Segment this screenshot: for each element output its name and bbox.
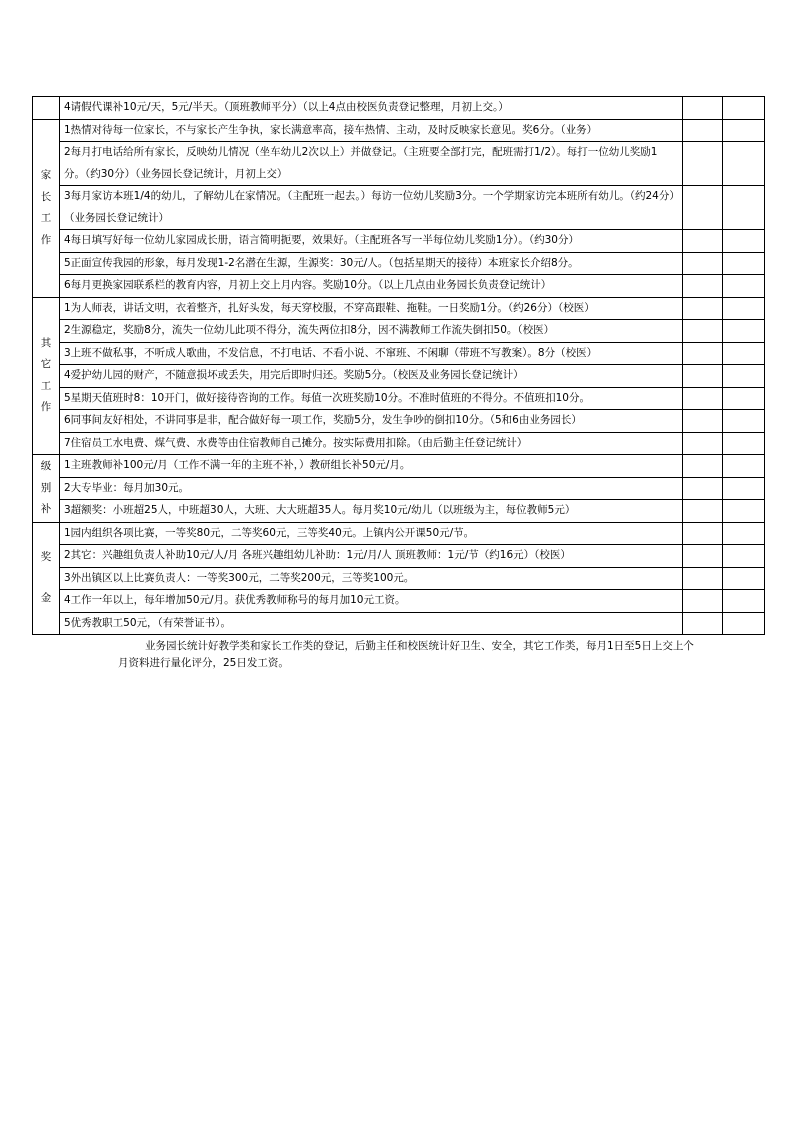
rule-text-cell: 4爱护幼儿园的财产，不随意损坏或丢失，用完后即时归还。奖励5分。（校医及业务园长登记统计） [60, 365, 683, 388]
table-row [33, 545, 765, 568]
category-char: 长 [40, 190, 52, 203]
rule-text-cell: 1热情对待每一位家长，不与家长产生争执，家长满意率高，接车热情、主动，及时反映家长意见。奖6分。（业务） [60, 119, 683, 142]
remark-cell [723, 275, 765, 298]
remark-cell [723, 97, 765, 120]
rule-text-cell: 1为人师表，讲话文明，衣着整齐，扎好头发，每天穿校服，不穿高跟鞋、拖鞋。一日奖励1分。（约26分）（校医） [60, 297, 683, 320]
category-cell [33, 297, 60, 455]
score-cell [683, 612, 723, 635]
remark-cell [723, 252, 765, 275]
remark-cell [723, 387, 765, 410]
rule-text-cell: 4请假代课补10元/天，5元/半天。（顶班教师平分）（以上4点由校医负责登记整理，月初上交。） [60, 97, 683, 120]
rule-text-cell: 7住宿员工水电费、煤气费、水费等由住宿教师自己摊分。按实际费用扣除。（由后勤主任登记统计） [60, 432, 683, 455]
category-char: 级 [40, 460, 52, 472]
rule-text-cell: 5星期天值班时8：10开门，做好接待咨询的工作。每值一次班奖励10分。不准时值班的不得分。不值班扣10分。 [60, 387, 683, 410]
category-cell [33, 97, 60, 120]
rule-text-cell: 3上班不做私事，不听成人歌曲，不发信息，不打电话、不看小说、不窜班、不闲聊（带班不写教案）。8分（校医） [60, 342, 683, 365]
rule-text-cell: 5优秀教职工50元，（有荣誉证书）。 [60, 612, 683, 635]
rules-table-body [33, 97, 765, 635]
remark-cell [723, 432, 765, 455]
score-cell [683, 119, 723, 142]
rule-text-cell: 2生源稳定，奖励8分，流失一位幼儿此项不得分，流失两位扣8分，因不满教师工作流失倒扣50。（校医） [60, 320, 683, 343]
rule-text-cell: 4工作一年以上，每年增加50元/月。获优秀教师称号的每月加10元工资。 [60, 590, 683, 613]
remark-cell [723, 230, 765, 253]
score-cell [683, 252, 723, 275]
table-row [33, 500, 765, 523]
score-cell [683, 297, 723, 320]
remark-cell [723, 119, 765, 142]
remark-cell [723, 590, 765, 613]
table-row [33, 252, 765, 275]
score-cell [683, 410, 723, 433]
category-char: 作 [40, 401, 52, 414]
category-char: 工 [40, 212, 52, 224]
table-row [33, 387, 765, 410]
score-cell [683, 522, 723, 545]
score-cell [683, 97, 723, 120]
score-cell [683, 477, 723, 500]
table-row [33, 342, 765, 365]
table-row [33, 186, 765, 230]
footer-note: 业务园长统计好教学类和家长工作类的登记，后勤主任和校医统计好卫生、安全，其它工作类，每月1日至5日上交上个月资料进行量化评分，25日发工资。 [118, 640, 694, 669]
remark-cell [723, 612, 765, 635]
category-char [37, 568, 55, 588]
score-cell [683, 500, 723, 523]
rule-text-cell: 6每月更换家园联系栏的教育内容，月初上交上月内容。奖励10分。（以上几点由业务园长负责登记统计） [60, 275, 683, 298]
table-row [33, 297, 765, 320]
score-cell [683, 455, 723, 478]
category-char: 金 [40, 592, 52, 605]
rule-text-cell: 3外出镇区以上比赛负责人：一等奖300元，二等奖200元，三等奖100元。 [60, 567, 683, 590]
category-char: 补 [40, 503, 52, 515]
rule-text-cell: 2其它：兴趣组负责人补助10元/人/月 各班兴趣组幼儿补助：1元/月/人 顶班教师：1元/节（约16元）（校医） [60, 545, 683, 568]
remark-cell [723, 522, 765, 545]
category-char: 家 [40, 169, 52, 181]
category-char: 作 [40, 233, 52, 246]
rule-text-cell: 3每月家访本班1/4的幼儿，了解幼儿在家情况。（主配班一起去。）每访一位幼儿奖励3分。一个学期家访完本班所有幼儿。（约24分）（业务园长登记统计） [60, 186, 683, 230]
table-row [33, 590, 765, 613]
score-cell [683, 365, 723, 388]
rule-text-cell: 5正面宣传我园的形象，每月发现1-2名潜在生源，生源奖：30元/人。（包括星期天的接待）本班家长介绍8分。 [60, 252, 683, 275]
remark-cell [723, 545, 765, 568]
category-char: 它 [40, 358, 52, 371]
remark-cell [723, 477, 765, 500]
table-row [33, 567, 765, 590]
table-row [33, 230, 765, 253]
table-row [33, 142, 765, 186]
table-row [33, 477, 765, 500]
remark-cell [723, 297, 765, 320]
category-char: 奖 [40, 550, 52, 563]
score-cell [683, 230, 723, 253]
category-char: 别 [40, 481, 52, 494]
remark-cell [723, 186, 765, 230]
remark-cell [723, 567, 765, 590]
table-row [33, 320, 765, 343]
remark-cell [723, 455, 765, 478]
remark-cell [723, 410, 765, 433]
rule-text-cell: 6同事间友好相处，不讲同事是非，配合做好每一项工作，奖励5分，发生争吵的倒扣10分。（5和6由业务园长） [60, 410, 683, 433]
score-cell [683, 186, 723, 230]
category-cell [33, 522, 60, 635]
category-cell [33, 455, 60, 523]
remark-cell [723, 365, 765, 388]
rule-text-cell: 3超额奖：小班超25人，中班超30人，大班、大大班超35人。每月奖10元/幼儿（以班级为主，每位教师5元） [60, 500, 683, 523]
table-row [33, 455, 765, 478]
table-row [33, 432, 765, 455]
score-cell [683, 432, 723, 455]
category-char: 其 [40, 336, 52, 349]
remark-cell [723, 342, 765, 365]
rule-text-cell: 2大专毕业：每月加30元。 [60, 477, 683, 500]
table-row [33, 612, 765, 635]
score-cell [683, 545, 723, 568]
category-cell [33, 119, 60, 297]
remark-cell [723, 142, 765, 186]
rule-text-cell: 4每日填写好每一位幼儿家园成长册，语言简明扼要，效果好。（主配班各写一半每位幼儿奖励1分）。（约30分） [60, 230, 683, 253]
category-char: 工 [40, 379, 52, 392]
rule-text-cell: 1园内组织各项比赛，一等奖80元，二等奖60元，三等奖40元。上镇内公开课50元/节。 [60, 522, 683, 545]
table-row [33, 275, 765, 298]
rule-text-cell: 2每月打电话给所有家长，反映幼儿情况（坐车幼儿2次以上）并做登记。（主班要全部打完，配班需打1/2）。每打一位幼儿奖励1分。（约30分）（业务园长登记统计，月初上交） [60, 142, 683, 186]
score-cell [683, 320, 723, 343]
score-cell [683, 387, 723, 410]
score-cell [683, 275, 723, 298]
table-row [33, 410, 765, 433]
remark-cell [723, 500, 765, 523]
score-cell [683, 590, 723, 613]
score-cell [683, 567, 723, 590]
score-cell [683, 142, 723, 186]
score-cell [683, 342, 723, 365]
rules-table [32, 96, 765, 635]
rule-text-cell: 1主班教师补100元/月（工作不满一年的主班不补，）教研组长补50元/月。 [60, 455, 683, 478]
table-row [33, 97, 765, 120]
table-row [33, 119, 765, 142]
table-row [33, 522, 765, 545]
remark-cell [723, 320, 765, 343]
table-row [33, 365, 765, 388]
